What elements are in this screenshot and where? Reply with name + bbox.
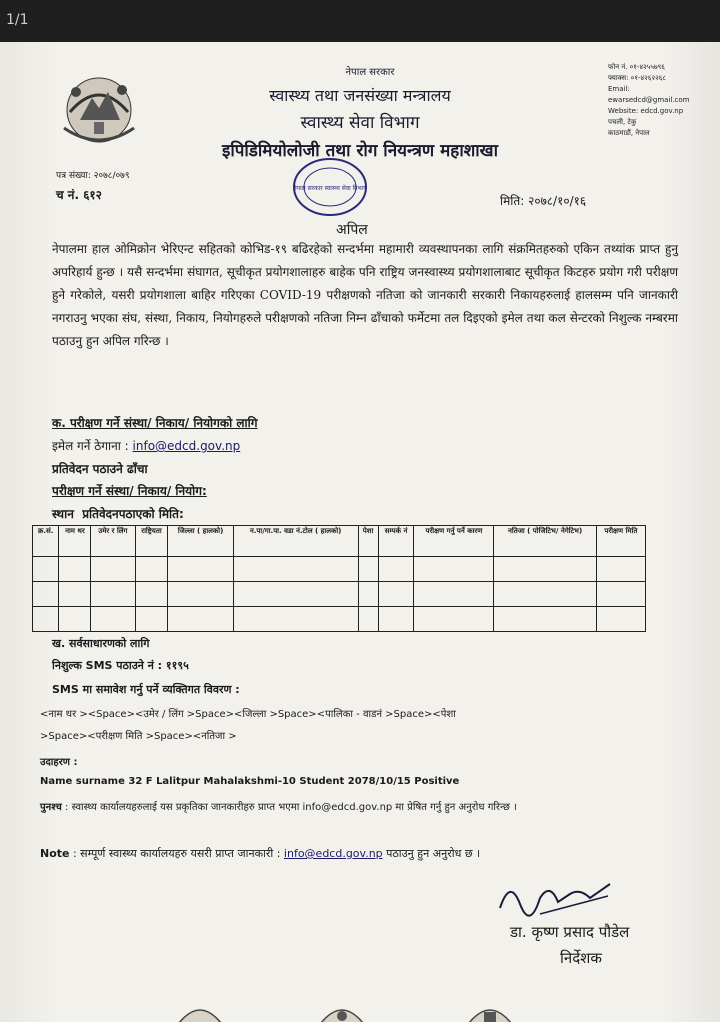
report-date-label: प्रतिवेदनपठाएको मिति:	[82, 507, 184, 521]
note-email-link[interactable]: info@edcd.gov.np	[283, 847, 383, 860]
report-format-table	[32, 525, 646, 632]
report-format-label: प्रतिवेदन पठाउने ढाँचा	[52, 462, 148, 476]
department-name: स्वास्थ्य सेवा विभाग	[300, 113, 420, 133]
contact-email-label: Email:	[608, 85, 630, 93]
col-name: नाम थर	[59, 526, 91, 557]
section-b-heading: ख. सर्वसाधारणको लागि	[52, 637, 150, 650]
ministry-name: स्वास्थ्य तथा जनसंख्या मन्त्रालय	[269, 86, 451, 105]
place-date-line	[52, 505, 184, 522]
email-prefix: इमेल गर्ने ठेगाना :	[52, 439, 133, 453]
signatory-name: डा. कृष्ण प्रसाद पौडेल	[510, 923, 630, 941]
page-counter: 1/1	[6, 12, 29, 28]
footer-logo-left-icon	[170, 990, 230, 1022]
sms-number-line: निशुल्क SMS पठाउने नं : ११९५	[52, 659, 189, 672]
note-label: Note	[40, 847, 70, 860]
contact-location1: पचली, टेकु	[608, 118, 637, 126]
col-sn: क्र.सं.	[33, 526, 59, 557]
punashcha-text: : स्वास्थ्य कार्यालयहरुलाई यस प्रकृतिका जानकारीहरु प्राप्त भएमा info@edcd.gov.np मा प्रेषित गर्नु हुन अनुरोध गरिन्छ ।	[61, 802, 517, 813]
letter-date: मिति: २०७८/१०/१६	[500, 194, 587, 208]
table-row	[33, 557, 646, 582]
note-line	[40, 846, 480, 861]
col-result: नतिजा ( पोजिटिभ/ नेगेटिभ)	[494, 526, 596, 557]
table-header-row	[33, 526, 646, 557]
signatory-role: निर्देशक	[560, 949, 602, 967]
govt-label: नेपाल सरकार	[345, 67, 395, 78]
table-row	[33, 582, 646, 607]
table-row	[33, 607, 646, 632]
viewer-toolbar	[0, 0, 720, 42]
contact-block	[608, 62, 716, 139]
example-text: Name surname 32 F Lalitpur Mahalakshmi-10 Student 2078/10/15 Positive	[40, 776, 460, 787]
col-reason: परीक्षण गर्नु पर्ने कारण	[414, 526, 494, 557]
sms-format-line1: <नाम थर ><Space><उमेर / लिंग >Space><जिल्ला >Space><पालिका - वाडनं >Space><पेशा	[40, 709, 456, 720]
col-nationality: राष्ट्रियता	[135, 526, 168, 557]
col-occupation: पेशा	[358, 526, 378, 557]
nepal-emblem-icon	[56, 68, 142, 150]
place-label: स्थान	[52, 507, 74, 521]
reference-number: पत्र संख्या: २०७८/०७९	[56, 171, 130, 181]
stamp-text: नेपाल सरकार स्वास्थ्य सेवा विभाग	[293, 185, 367, 192]
dispatch-number: च नं. ६१२	[56, 188, 102, 202]
email-address-line	[52, 437, 240, 454]
col-contact: सम्पर्क नं	[378, 526, 414, 557]
contact-location2: काठमाडौं, नेपाल	[608, 129, 650, 137]
body-paragraph: नेपालमा हाल ओमिक्रोन भेरिएन्ट सहितको कोभिड-१९ बढिरहेको सन्दर्भमा महामारी व्यवस्थापनका लागि संक्रमितहरुको एकिन तथ्यांक प्राप्त हुनु अपरिहार्य हुन्छ । यसै सन्दर्भमा संघागत, सूचीकृत प्रयोगशालाहरु बाहेक पनि राष्ट्रिय जनस्वास्थ्य प्रयोगशालाबाट सूचीकृत किटहरु प्रयोग गरी परीक्षण हुने गरेकोले, यसरी प्रयोगशाला बाहिर गरिएका COVID-19 परीक्षणको नतिजा को जानकारी सरकारी निकायहरुलाई हालसम्म पनि जानकारी नगराउनु भएका संघ, संस्था, निकाय, नियोगहरुले परीक्षणको नतिजा निम्न ढाँचाको फर्मेटमा तल दिइएको इमेल तथा कल सेन्टरको निशुल्क नम्बरमा पठाउनु हुन अपिल गरिन्छ ।	[52, 242, 678, 348]
email-link[interactable]: info@edcd.gov.np	[132, 439, 241, 453]
example-label: उदाहरण :	[40, 757, 78, 768]
sms-details-label: SMS मा समावेश गर्नु पर्ने व्यक्तिगत विवरण :	[52, 683, 240, 696]
office-stamp	[290, 154, 370, 220]
footer-logo-center-icon	[312, 990, 372, 1022]
contact-phone: फोन नं. ०१-४२५५७९६	[608, 63, 665, 71]
col-district: जिल्ला ( हालको)	[168, 526, 233, 557]
note-text: : सम्पूर्ण स्वास्थ्य कार्यालयहरु यसरी प्राप्त जानकारी :	[69, 847, 284, 860]
division-name: इपिडिमियोलोजी तथा रोग नियन्त्रण महाशाखा	[221, 141, 498, 161]
note-tail: पठाउनु हुन अनुरोध छ ।	[382, 847, 481, 860]
appeal-title: अपिल	[336, 222, 368, 238]
punashcha-label: पुनश्च	[40, 802, 62, 813]
sms-format-line2: >Space><परीक्षण मिति >Space><नतिजा >	[40, 731, 237, 742]
punashcha-line	[40, 798, 660, 818]
contact-website: Website: edcd.gov.np	[608, 107, 684, 115]
col-test-date: परीक्षण मिति	[596, 526, 645, 557]
testing-org-label: परीक्षण गर्ने संस्था/ निकाय/ नियोग:	[52, 484, 207, 498]
contact-email: ewarsedcd@gmail.com	[608, 96, 690, 104]
col-municipality: न.पा/गा.पा. वडा नं.टोल ( हालको)	[233, 526, 358, 557]
footer-logo-right-icon	[460, 990, 520, 1022]
section-a-heading: क. परीक्षण गर्ने संस्था/ निकाय/ नियोगको लागि	[52, 416, 258, 430]
handwritten-signature	[480, 868, 620, 924]
document-page	[0, 42, 720, 1022]
col-age-sex: उमेर र लिंग	[91, 526, 135, 557]
contact-fax: फ्याक्स: ०१-४२६२२६८	[608, 74, 667, 82]
